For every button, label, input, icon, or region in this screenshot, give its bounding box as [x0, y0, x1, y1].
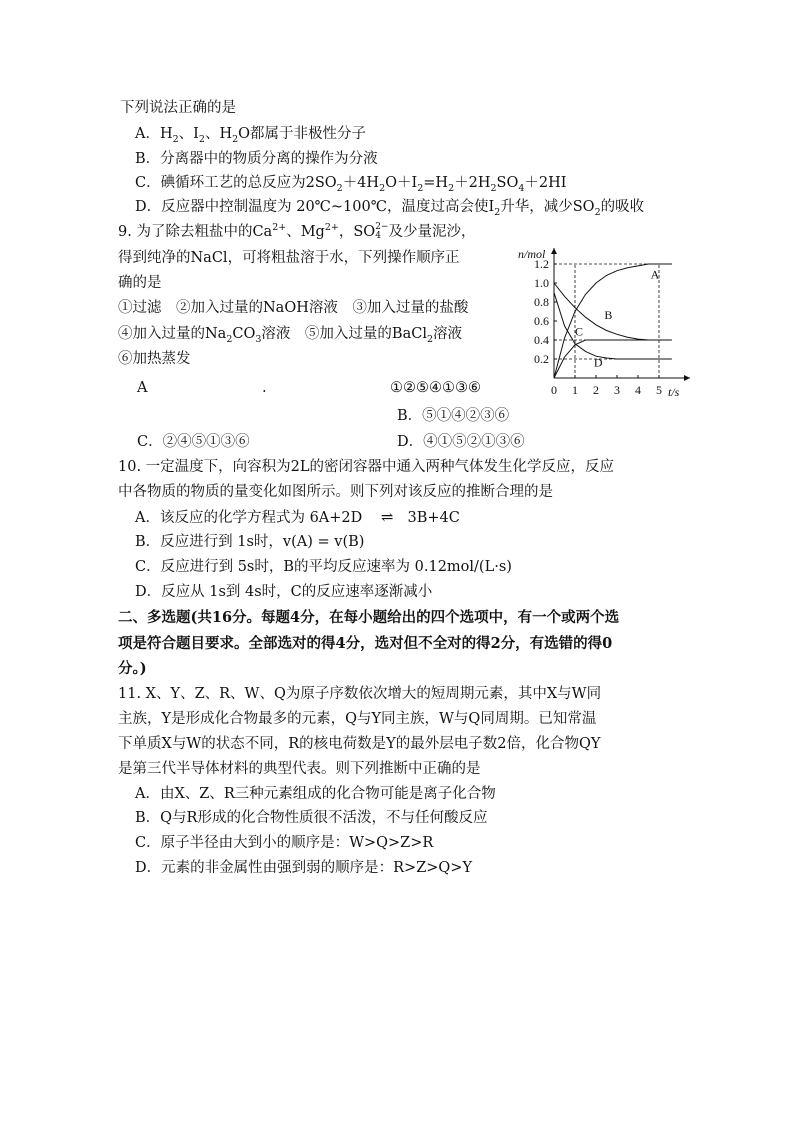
- x-tick-label: 1: [572, 383, 578, 397]
- q8-option-b: B．分离器中的物质分离的操作为分液: [135, 151, 378, 167]
- q8-option-a: A．$H_2$、$I_2$、$H_2O$都属于非极性分子: [135, 126, 367, 145]
- y-tick-label: 0.4: [534, 333, 549, 347]
- q10-option-d: D．反应从 1s到 4s时，C的反应速率逐渐减小: [135, 584, 433, 600]
- equilibrium-arrow: ⇌: [380, 508, 394, 526]
- q8-option-c: C．碘循环工艺的总反应为$2SO_2+4H_2O+I_2=H_2+2H_2SO_4+2HI$: [135, 175, 567, 194]
- y-tick-label: 1.2: [534, 257, 549, 271]
- x-tick-label: 3: [614, 383, 620, 397]
- y-axis-label: n/mol: [518, 247, 546, 261]
- q11-stem-line-4: 是第三代半导体材料的典型代表。则下列推断中正确的是: [118, 761, 481, 777]
- q11-stem-line-3: 下单质X与W的状态不同，R的核电荷数是Y的最外层电子数2倍，化合物QY: [118, 736, 601, 752]
- series-label-B: B: [604, 308, 613, 323]
- x-axis-label: t/s: [668, 385, 680, 399]
- q9-option-d: D．④①⑤②①③⑥: [397, 434, 525, 450]
- q9-steps-line-1: ①过滤 ②加入过量的NaOH溶液 ③加入过量的盐酸: [118, 300, 469, 316]
- q11-stem-line-1: 11. X、Y、Z、R、W、Q为原子序数依次增大的短周期元素，其中X与W同: [118, 686, 602, 702]
- q11-stem-line-2: 主族，Y是形成化合物最多的元素，Q与Y同主族，W与Q同周期。已知常温: [118, 711, 597, 727]
- x-tick-label: 0: [551, 383, 557, 397]
- x-tick-label: 2: [593, 383, 599, 397]
- series-label-A: A: [650, 267, 660, 282]
- y-tick-label: 1.0: [534, 276, 549, 290]
- q9-stem-line-3: 确的是: [118, 275, 162, 291]
- q11-option-d: D．元素的非金属性由强到弱的顺序是：R>Z>Q>Y: [135, 860, 473, 876]
- q9-option-a-dot: .: [262, 380, 267, 396]
- q8-stem: 下列说法正确的是: [120, 100, 236, 116]
- q10-stem-line-1: 10. 一定温度下，向容积为2L的密闭容器中通入两种气体发生化学反应，反应: [118, 459, 615, 475]
- q8-option-d: D．反应器中控制温度为 20℃~100℃，温度过高会使$I_2$升华，减少$SO_2$的吸收: [135, 199, 645, 218]
- x-tick-label: 4: [635, 383, 641, 397]
- section-2-heading-line-1: 二、多选题(共16分。每题4分，在每小题给出的四个选项中，有一个或两个选: [118, 609, 620, 626]
- q10-option-c: C．反应进行到 5s时，B的平均反应速率为 0.12mol/(L·s): [135, 559, 512, 575]
- series-line-B: [554, 283, 672, 340]
- q9-option-c: C．②④⑤①③⑥: [137, 434, 250, 450]
- section-2-heading-line-2: 项是符合题目要求。全部选对的得4分，选对但不全对的得2分，有选错的得0: [118, 635, 613, 652]
- q11-option-b: B．Q与R形成的化合物性质很不活泼，不与任何酸反应: [135, 810, 488, 826]
- mole-vs-time-chart: [510, 244, 695, 404]
- q9-steps-line-3: ⑥加热蒸发: [118, 351, 191, 367]
- y-tick-label: 0.2: [534, 352, 549, 366]
- series-label-C: C: [575, 324, 584, 339]
- q9-option-a: ①②⑤④①③⑥: [390, 380, 481, 396]
- q10-option-b: B．反应进行到 1s时，v(A) = v(B): [135, 534, 365, 550]
- q9-stem-line-2: 得到纯净的NaCl，可将粗盐溶于水，下列操作顺序正: [118, 250, 460, 266]
- series-label-D: D: [593, 355, 603, 370]
- q11-option-c: C．原子半径由大到小的顺序是：W>Q>Z>R: [135, 835, 434, 851]
- q9-stem-line-1: 9. 为了除去粗盐中的$Ca^{2+}$、$Mg^{2+}$，SO 2− 4 及少量泥沙，: [118, 222, 476, 241]
- section-2-heading-line-3: 分。): [118, 660, 147, 677]
- q10-stem-line-2: 中各物质的物质的量变化如图所示。则下列对该反应的推断合理的是: [118, 484, 553, 500]
- q11-option-a: A．由X、Z、R三种元素组成的化合物可能是离子化合物: [135, 786, 496, 802]
- q9-option-b: B．⑤①④②③⑥: [397, 408, 510, 424]
- y-tick-label: 0.6: [534, 314, 549, 328]
- q10-option-a: A．该反应的化学方程式为 6A+2D ⇌ 3B+4C: [135, 508, 460, 526]
- q9-steps-line-2: ④加入过量的$Na_2CO_3$溶液 ⑤加入过量的BaCl$_2$溶液: [118, 326, 463, 345]
- y-tick-label: 0.8: [534, 295, 549, 309]
- q9-option-a-letter: A: [137, 380, 148, 396]
- x-tick-label: 5: [656, 383, 662, 397]
